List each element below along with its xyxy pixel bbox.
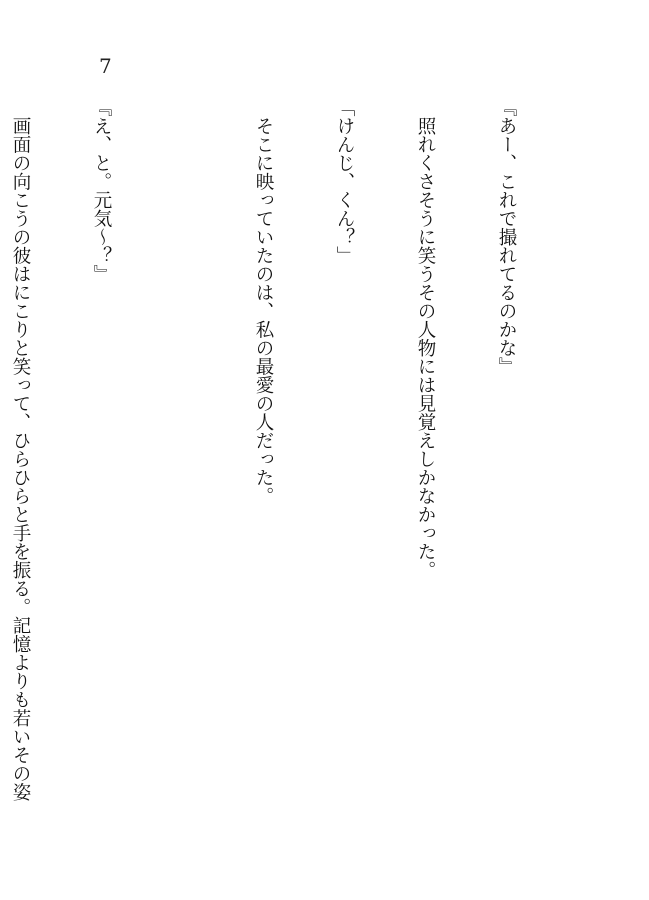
- text-line: そこに映っていたのは、私の最愛の人だった。: [253, 98, 274, 505]
- text-line: 照れくさそうに笑うその人物には見覚えしかなかった。: [415, 98, 436, 579]
- text-line: 画面の向こうの彼はにこりと笑って、ひらひらと手を振る。記憶よりも若いその姿: [10, 98, 31, 801]
- blank-line: [169, 98, 196, 838]
- text-line: 『え、と。元気～？』: [91, 98, 112, 283]
- text-line: 『あー、これで撮れてるのかな』: [496, 98, 517, 376]
- vertical-text-body: [0, 98, 574, 838]
- text-line: 「けんじ、くん？」: [334, 98, 355, 265]
- page-number: 7: [99, 54, 112, 78]
